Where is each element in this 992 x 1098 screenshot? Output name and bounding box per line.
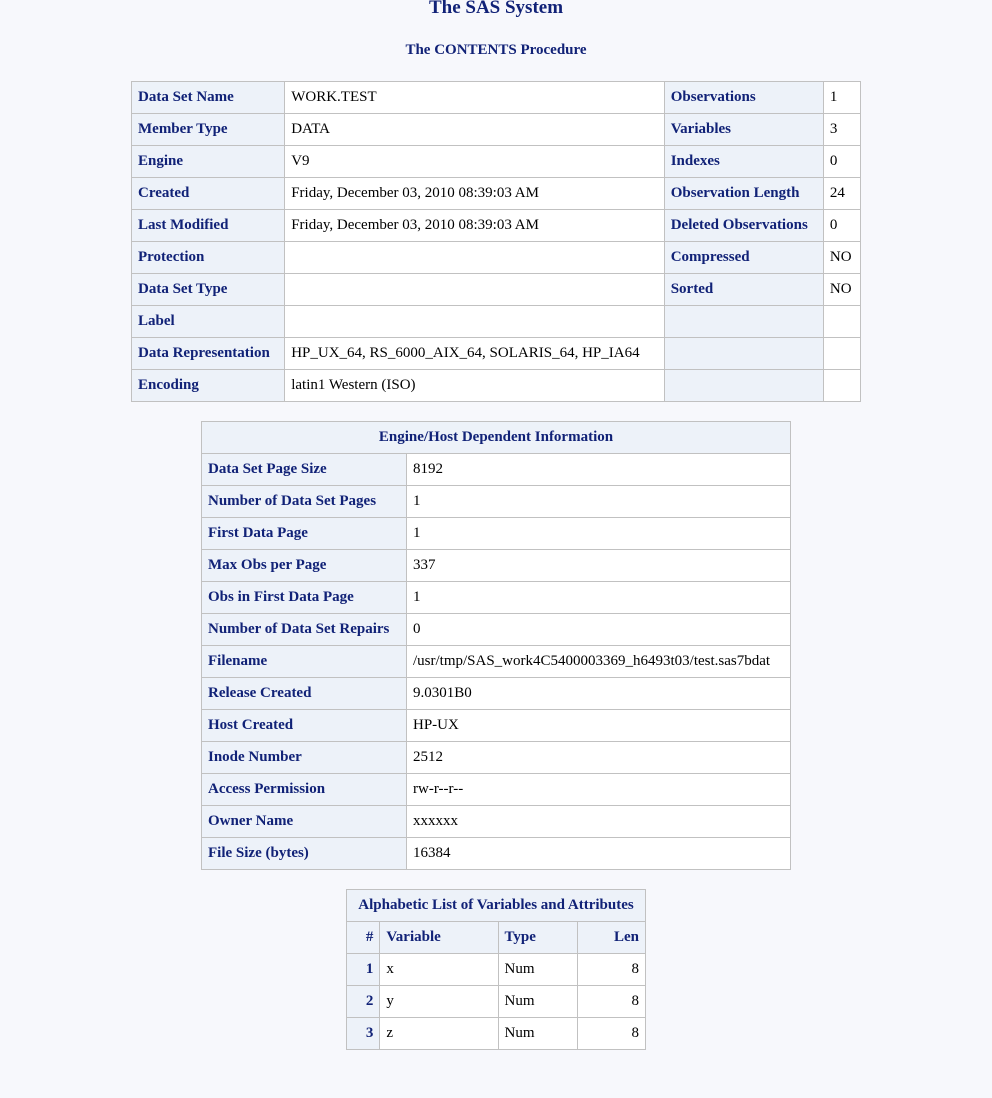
engine-host-value: HP-UX — [407, 710, 791, 742]
variable-length: 8 — [578, 986, 646, 1018]
engine-host-label: File Size (bytes) — [202, 838, 407, 870]
engine-host-label: Access Permission — [202, 774, 407, 806]
attribute-label: Data Representation — [132, 338, 285, 370]
engine-host-row — [202, 678, 791, 710]
column-header-variable: Variable — [380, 922, 498, 954]
engine-host-label: Max Obs per Page — [202, 550, 407, 582]
attribute-row — [132, 370, 861, 402]
attribute-label: Encoding — [132, 370, 285, 402]
engine-host-value: 9.0301B0 — [407, 678, 791, 710]
attribute-label: Data Set Name — [132, 82, 285, 114]
variable-type: Num — [498, 986, 578, 1018]
procedure-title: The CONTENTS Procedure — [405, 42, 587, 58]
variable-row — [347, 1018, 646, 1050]
engine-host-label: Inode Number — [202, 742, 407, 774]
attribute-label: Observation Length — [664, 178, 823, 210]
variable-row — [347, 954, 646, 986]
attribute-row — [132, 242, 861, 274]
engine-host-value: 1 — [407, 582, 791, 614]
engine-host-row — [202, 838, 791, 870]
attribute-row — [132, 82, 861, 114]
attribute-value — [285, 242, 665, 274]
attribute-value: V9 — [285, 146, 665, 178]
engine-host-value: 1 — [407, 486, 791, 518]
attribute-row — [132, 338, 861, 370]
attribute-value: Friday, December 03, 2010 08:39:03 AM — [285, 178, 665, 210]
attribute-value: 1 — [823, 82, 860, 114]
engine-host-label: Filename — [202, 646, 407, 678]
engine-host-row — [202, 550, 791, 582]
attribute-value: NO — [823, 274, 860, 306]
attribute-label: Engine — [132, 146, 285, 178]
engine-host-label: Number of Data Set Pages — [202, 486, 407, 518]
engine-host-value: 2512 — [407, 742, 791, 774]
attribute-value: WORK.TEST — [285, 82, 665, 114]
attribute-row — [132, 274, 861, 306]
engine-host-row — [202, 710, 791, 742]
engine-host-row — [202, 806, 791, 838]
variable-name: x — [380, 954, 498, 986]
attribute-label: Deleted Observations — [664, 210, 823, 242]
variable-length: 8 — [578, 954, 646, 986]
engine-host-value: /usr/tmp/SAS_work4C5400003369_h6493t03/test.sas7bdat — [407, 646, 791, 678]
attribute-row — [132, 178, 861, 210]
attribute-label — [664, 370, 823, 402]
attribute-value: 3 — [823, 114, 860, 146]
engine-host-caption-row — [202, 422, 791, 454]
engine-host-label: Data Set Page Size — [202, 454, 407, 486]
engine-host-value: 16384 — [407, 838, 791, 870]
engine-host-label: Number of Data Set Repairs — [202, 614, 407, 646]
engine-host-label: Owner Name — [202, 806, 407, 838]
engine-host-value: xxxxxx — [407, 806, 791, 838]
engine-host-value: rw-r--r-- — [407, 774, 791, 806]
engine-host-row — [202, 774, 791, 806]
dataset-attributes-table — [131, 81, 861, 402]
variable-type: Num — [498, 954, 578, 986]
engine-host-value: 0 — [407, 614, 791, 646]
engine-host-table — [201, 421, 791, 870]
attribute-label — [664, 306, 823, 338]
engine-host-row — [202, 614, 791, 646]
engine-host-caption: Engine/Host Dependent Information — [202, 422, 791, 454]
attribute-value: HP_UX_64, RS_6000_AIX_64, SOLARIS_64, HP_IA64 — [285, 338, 665, 370]
attribute-value — [823, 338, 860, 370]
attribute-label: Compressed — [664, 242, 823, 274]
attribute-row — [132, 306, 861, 338]
attribute-label: Variables — [664, 114, 823, 146]
variables-caption: Alphabetic List of Variables and Attributes — [347, 890, 646, 922]
attribute-value: latin1 Western (ISO) — [285, 370, 665, 402]
engine-host-label: Release Created — [202, 678, 407, 710]
engine-host-value: 337 — [407, 550, 791, 582]
attribute-value: Friday, December 03, 2010 08:39:03 AM — [285, 210, 665, 242]
attribute-value: 0 — [823, 210, 860, 242]
engine-host-row — [202, 486, 791, 518]
attribute-row — [132, 146, 861, 178]
attribute-value: DATA — [285, 114, 665, 146]
engine-host-label: Host Created — [202, 710, 407, 742]
variables-table — [346, 889, 646, 1050]
engine-host-value: 1 — [407, 518, 791, 550]
variable-row — [347, 986, 646, 1018]
column-header-len: Len — [578, 922, 646, 954]
variables-header-row — [347, 922, 646, 954]
engine-host-row — [202, 518, 791, 550]
variable-type: Num — [498, 1018, 578, 1050]
engine-host-row — [202, 646, 791, 678]
variable-number: 3 — [347, 1018, 380, 1050]
column-header-number: # — [347, 922, 380, 954]
attribute-label: Indexes — [664, 146, 823, 178]
engine-host-row — [202, 454, 791, 486]
variable-number: 1 — [347, 954, 380, 986]
attribute-label: Label — [132, 306, 285, 338]
attribute-label: Member Type — [132, 114, 285, 146]
attribute-value — [823, 306, 860, 338]
attribute-label: Sorted — [664, 274, 823, 306]
attribute-value: 24 — [823, 178, 860, 210]
attribute-label: Protection — [132, 242, 285, 274]
attribute-value — [823, 370, 860, 402]
attribute-value: NO — [823, 242, 860, 274]
attribute-row — [132, 210, 861, 242]
attribute-value — [285, 274, 665, 306]
engine-host-value: 8192 — [407, 454, 791, 486]
variable-name: y — [380, 986, 498, 1018]
engine-host-label: First Data Page — [202, 518, 407, 550]
engine-host-row — [202, 582, 791, 614]
variable-name: z — [380, 1018, 498, 1050]
variable-length: 8 — [578, 1018, 646, 1050]
column-header-type: Type — [498, 922, 578, 954]
attribute-label: Last Modified — [132, 210, 285, 242]
attribute-value: 0 — [823, 146, 860, 178]
engine-host-label: Obs in First Data Page — [202, 582, 407, 614]
system-title: The SAS System — [428, 0, 564, 18]
attribute-label: Observations — [664, 82, 823, 114]
attribute-label — [664, 338, 823, 370]
attribute-value — [285, 306, 665, 338]
attribute-row — [132, 114, 861, 146]
engine-host-row — [202, 742, 791, 774]
variables-caption-row — [347, 890, 646, 922]
variable-number: 2 — [347, 986, 380, 1018]
attribute-label: Created — [132, 178, 285, 210]
attribute-label: Data Set Type — [132, 274, 285, 306]
